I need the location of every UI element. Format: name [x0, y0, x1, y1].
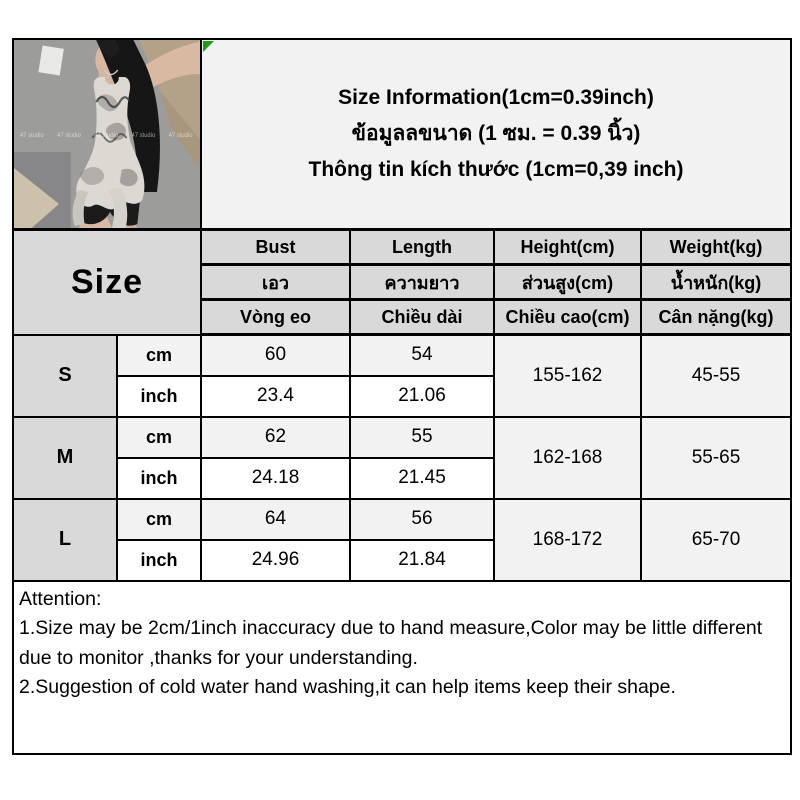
- size-column-header: Size: [13, 230, 201, 335]
- watermark-text: 47 studio: [57, 132, 81, 140]
- m-length-inch: 21.45: [350, 458, 494, 499]
- error-flag-triangle-icon: [203, 41, 214, 52]
- unit-inch-label: inch: [117, 458, 201, 499]
- s-length-inch: 21.06: [350, 376, 494, 417]
- l-length-inch: 21.84: [350, 540, 494, 581]
- header-height-en: Height(cm): [494, 230, 641, 265]
- header-weight-th: น้ำหนัก(kg): [641, 265, 791, 300]
- unit-cm-label: cm: [117, 499, 201, 540]
- product-photo-cell: [13, 39, 201, 230]
- unit-cm-label: cm: [117, 335, 201, 376]
- row-m-cm: [13, 417, 791, 458]
- l-bust-cm: 64: [201, 499, 350, 540]
- header-row-english: [13, 230, 791, 265]
- product-photo: [14, 40, 200, 228]
- row-s-cm: [13, 335, 791, 376]
- s-bust-cm: 60: [201, 335, 350, 376]
- header-height-th: ส่วนสูง(cm): [494, 265, 641, 300]
- watermark-text: 47 studio: [94, 132, 119, 140]
- header-length-vi: Chiều dài: [350, 300, 494, 335]
- header-bust-en: Bust: [201, 230, 350, 265]
- size-table: [12, 38, 792, 755]
- size-s-label: S: [13, 335, 117, 417]
- m-weight-range: 55-65: [641, 417, 791, 499]
- m-bust-inch: 24.18: [201, 458, 350, 499]
- header-bust-th: เอว: [201, 265, 350, 300]
- attention-row: [13, 581, 791, 754]
- header-bust-vi: Vòng eo: [201, 300, 350, 335]
- l-bust-inch: 24.96: [201, 540, 350, 581]
- l-length-cm: 56: [350, 499, 494, 540]
- l-weight-range: 65-70: [641, 499, 791, 581]
- m-bust-cm: 62: [201, 417, 350, 458]
- watermark-text: 47 studio: [131, 132, 156, 140]
- l-height-range: 168-172: [494, 499, 641, 581]
- s-length-cm: 54: [350, 335, 494, 376]
- attention-heading: Attention:: [19, 587, 102, 610]
- header-length-th: ความยาว: [350, 265, 494, 300]
- unit-inch-label: inch: [117, 376, 201, 417]
- m-height-range: 162-168: [494, 417, 641, 499]
- s-height-range: 155-162: [494, 335, 641, 417]
- m-length-cm: 55: [350, 417, 494, 458]
- attention-note-2: 2.Suggestion of cold water hand washing,it can help items keep their shape.: [19, 676, 676, 699]
- row-l-cm: [13, 499, 791, 540]
- attention-block: [13, 581, 791, 754]
- header-length-en: Length: [350, 230, 494, 265]
- header-height-vi: Chiều cao(cm): [494, 300, 641, 335]
- unit-cm-label: cm: [117, 417, 201, 458]
- header-weight-en: Weight(kg): [641, 230, 791, 265]
- title-cell: [201, 39, 791, 230]
- attention-note-1: 1.Size may be 2cm/1inch inaccuracy due to hand measure,Color may be little different due to monitor ,thanks for your understanding.: [19, 617, 763, 669]
- unit-inch-label: inch: [117, 540, 201, 581]
- photo-wall-paper: [38, 45, 63, 75]
- watermark-text: 47 studio: [168, 132, 193, 140]
- s-weight-range: 45-55: [641, 335, 791, 417]
- watermark-text: 47 studio: [19, 132, 44, 140]
- title-vietnamese: Thông tin kích thước (1cm=0,39 inch): [308, 158, 684, 182]
- s-bust-inch: 23.4: [201, 376, 350, 417]
- header-weight-vi: Cân nặng(kg): [641, 300, 791, 335]
- title-english: Size Information(1cm=0.39inch): [338, 85, 654, 109]
- size-l-label: L: [13, 499, 117, 581]
- title-thai: ข้อมูลลขนาด (1 ซม. = 0.39 นิ้ว): [351, 121, 641, 145]
- top-row: [13, 39, 791, 230]
- size-m-label: M: [13, 417, 117, 499]
